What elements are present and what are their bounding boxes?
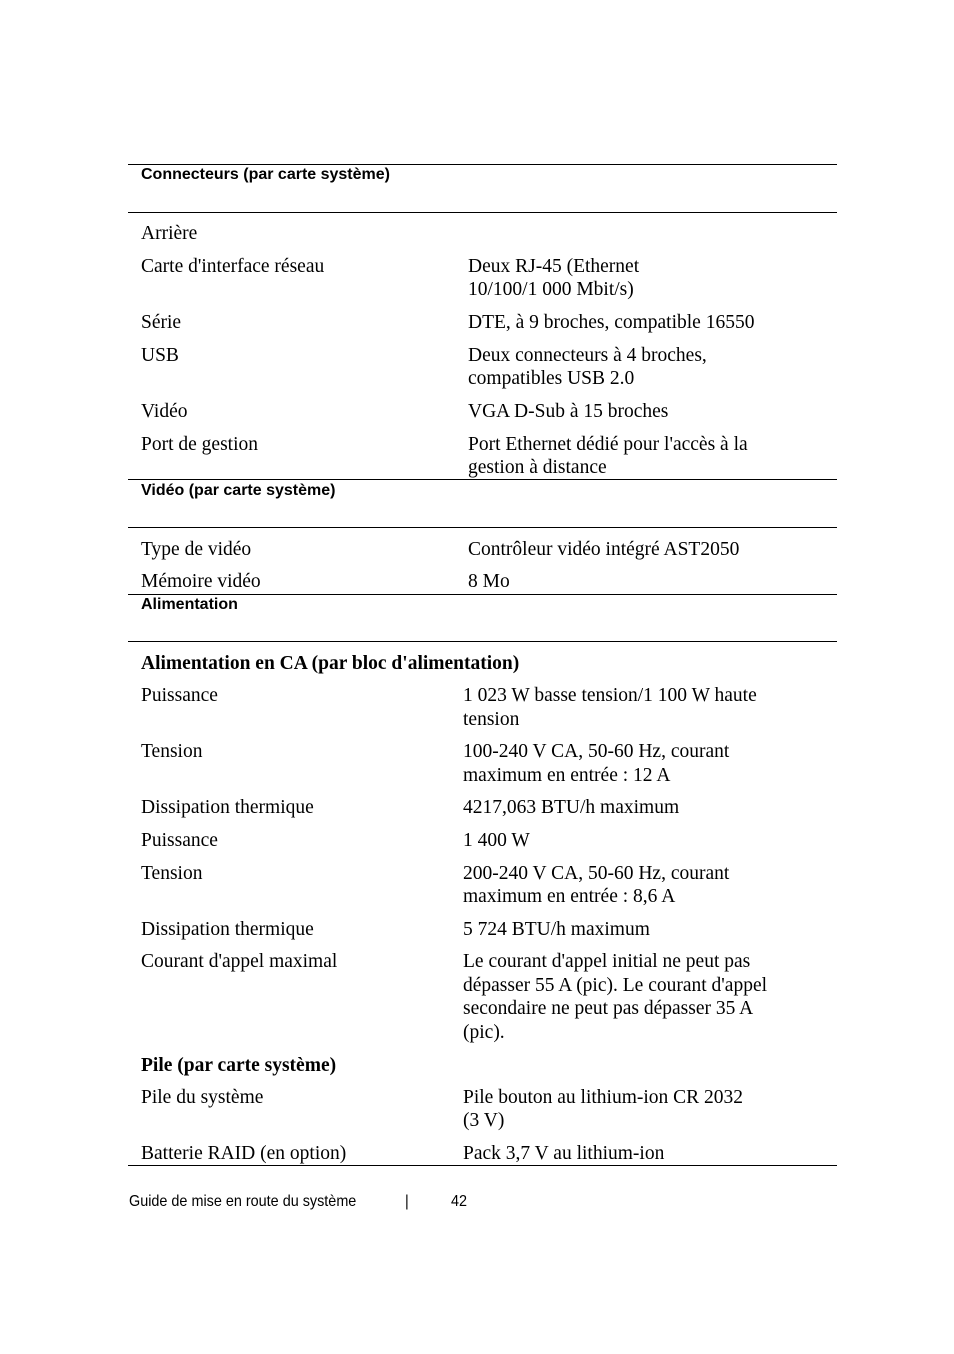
row-label: Puissance (141, 685, 218, 706)
rule-bottom-table (128, 1165, 837, 1166)
row-value-line: secondaire ne peut pas dépasser 35 A (463, 998, 754, 1019)
row-value-line: (3 V) (463, 1110, 505, 1131)
row-value-line: maximum en entrée : 8,6 A (463, 886, 676, 907)
row-value-line: gestion à distance (468, 457, 607, 478)
rule-top-connecteurs (128, 164, 837, 165)
row-label: Tension (141, 741, 203, 762)
section-heading-connecteurs: Connecteurs (par carte système) (141, 166, 390, 183)
row-value-line: compatibles USB 2.0 (468, 368, 635, 389)
row-value-line: Contrôleur vidéo intégré AST2050 (468, 539, 740, 560)
row-label: Puissance (141, 830, 218, 851)
footer-separator: | (405, 1193, 409, 1210)
row-value-line: Pack 3,7 V au lithium-ion (463, 1143, 665, 1164)
row-label: Carte d'interface réseau (141, 256, 325, 277)
row-value-line: Le courant d'appel initial ne peut pas (463, 951, 751, 972)
row-label: Batterie RAID (en option) (141, 1143, 347, 1164)
row-label: Dissipation thermique (141, 797, 314, 818)
rule-bottom-video-heading (128, 527, 837, 528)
rule-bottom-alimentation-heading (128, 641, 837, 642)
row-label: Port de gestion (141, 434, 258, 455)
section-heading-alimentation: Alimentation (141, 596, 238, 613)
row-label: Série (141, 312, 182, 333)
subheading-arriere: Arrière (141, 223, 198, 244)
row-label: Type de vidéo (141, 539, 252, 560)
rule-top-video (128, 479, 837, 480)
row-value-line: 10/100/1 000 Mbit/s) (468, 279, 634, 300)
row-value-line: Pile bouton au lithium-ion CR 2032 (463, 1087, 744, 1108)
row-label: Tension (141, 863, 203, 884)
rule-bottom-connecteurs-heading (128, 212, 837, 213)
row-value-line: 1 023 W basse tension/1 100 W haute (463, 685, 757, 706)
page-number: 42 (451, 1193, 468, 1210)
row-label: Mémoire vidéo (141, 571, 261, 592)
row-label: Pile du système (141, 1087, 264, 1108)
rule-top-alimentation (128, 594, 837, 595)
row-label: Vidéo (141, 401, 188, 422)
subheading-alimentation-ca: Alimentation en CA (par bloc d'alimentation) (141, 653, 520, 674)
row-value-line: 200-240 V CA, 50-60 Hz, courant (463, 863, 730, 884)
row-label: USB (141, 345, 179, 366)
row-value-line: 4217,063 BTU/h maximum (463, 797, 680, 818)
row-value-line: maximum en entrée : 12 A (463, 765, 671, 786)
row-value-line: (pic). (463, 1022, 505, 1043)
row-label: Dissipation thermique (141, 919, 314, 940)
row-value-line: dépasser 55 A (pic). Le courant d'appel (463, 975, 768, 996)
row-value-line: 100-240 V CA, 50-60 Hz, courant (463, 741, 730, 762)
row-value-line: Deux RJ-45 (Ethernet (468, 256, 640, 277)
footer-title: Guide de mise en route du système (129, 1193, 357, 1210)
row-value-line: Port Ethernet dédié pour l'accès à la (468, 434, 748, 455)
subheading-pile: Pile (par carte système) (141, 1055, 337, 1076)
row-value-line: 8 Mo (468, 571, 510, 592)
row-value-line: tension (463, 709, 520, 730)
row-value-line: Deux connecteurs à 4 broches, (468, 345, 707, 366)
row-value-line: VGA D-Sub à 15 broches (468, 401, 669, 422)
row-label: Courant d'appel maximal (141, 951, 338, 972)
section-heading-video: Vidéo (par carte système) (141, 482, 336, 499)
row-value-line: 5 724 BTU/h maximum (463, 919, 650, 940)
row-value-line: 1 400 W (463, 830, 530, 851)
row-value-line: DTE, à 9 broches, compatible 16550 (468, 312, 755, 333)
